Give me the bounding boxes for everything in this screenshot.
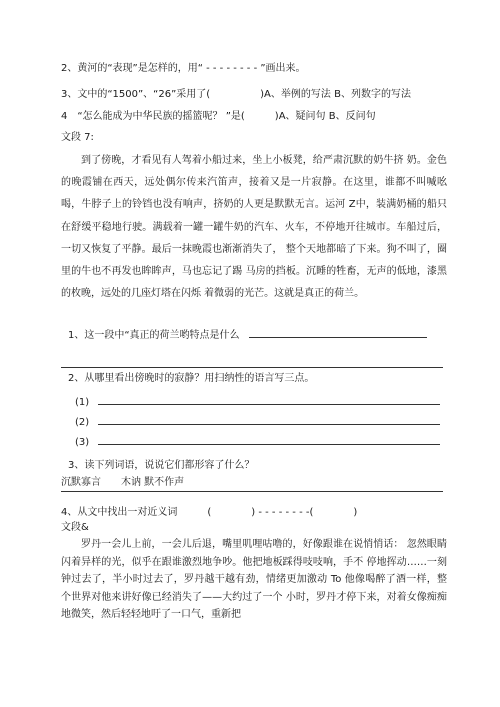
question-7-4: 4、从文中找出一对近义词 ( ) - - - - - - - -( ) (61, 507, 358, 518)
question-7-2: 2、从哪里看出傍晚时的寂静？用扫纳性的语言写三点。 (68, 373, 315, 384)
passage-7: 到了傍晚，才看见有人驾着小船过来，坐上小板凳，给严肃沉默的奶牛挤 奶。金色的晚霞铺在西天，远处偶尔传来汽笛声，接着又是一片寂静。在这里，谁都不叫喊吆喝，牛脖子上的铃铛也没有响声，挤奶的人更是默默无言。运河 Z中，装满奶桶的船只在舒缓平稳地行驶。满载着一罐一罐牛奶的汽车、火车，不停地开往城市。车船过后，一切又恢复了平静。最后一抹晚霞也渐渐消失了， 整个天地都暗了下来。狗不叫了，圈里的牛也不再发也眸眸声，马也忘记了踢 马房的挡板。沉睡的牲畜，无声的低地，漆黑的枚晚，远处的几座灯塔在闪烁 着微弱的光芒。这就是真正的荷兰。 (61, 155, 447, 300)
item-1 (75, 396, 440, 410)
question-7-3: 3、读下列词语，说说它们都形容了什么？ (68, 460, 255, 471)
question-7-1 (68, 329, 427, 343)
question-3: 3、文中的“1500”、“26”采用了( )A、举例的写法 B、列数字的写法 (61, 89, 411, 100)
question-7-3-words: 沉默寡言 木讷 默不作声 (61, 477, 185, 488)
item-2-label: (2) (75, 417, 90, 428)
answer-blank (98, 423, 440, 425)
item-1-label: (1) (75, 397, 90, 408)
question-4: 4 “怎么能成为中华民族的摇篮呢？ ”是( )A、疑问句 B、反问句 (61, 111, 376, 122)
item-2 (75, 416, 440, 430)
answer-blank (98, 403, 440, 405)
section-8-heading: 文段& (61, 522, 89, 533)
item-3 (75, 436, 440, 450)
passage-8: 罗丹一会儿上前，一会儿后退，嘴里叽哩咕噜的，好像跟谁在说悄悄话： 忽然眼睛闪着异样的光，似乎在跟谁激烈地争吵。他把地板踩得吱吱响，手不 停地挥动……一刻钟过去了，半小时过去了，罗丹越干越有劲，情绪更加激动 To 他像喝醉了酒一样，整个世界对他来讲好像已经消失了——大约过了一个 小时，罗丹才停下来，对着女像痴痴地微笑，然后轻轻地吁了一口气，重新把 (61, 539, 447, 620)
answer-blank (98, 443, 440, 445)
item-3-label: (3) (75, 437, 90, 448)
answer-line (61, 491, 443, 492)
question-7-1-text: 1、这一段中“真正的荷兰哟特点是什么 (68, 330, 240, 341)
section-7-heading: 文段 7: (61, 132, 94, 143)
answer-blank (249, 336, 427, 338)
question-2: 2、黄河的“表现”是怎样的，用“ - - - - - - - - ”画出来。 (61, 63, 306, 74)
answer-line (61, 367, 443, 368)
